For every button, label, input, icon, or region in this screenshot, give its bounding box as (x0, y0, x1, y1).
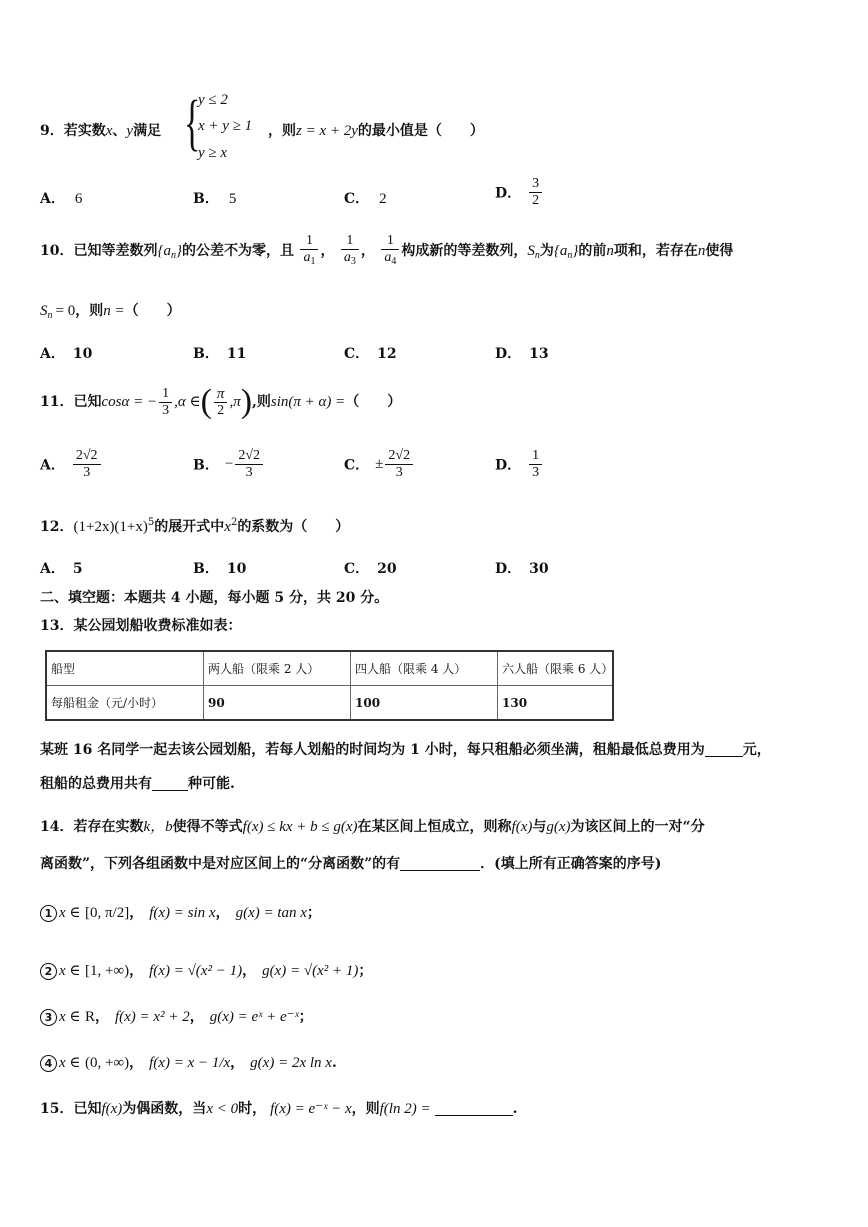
q9-constraint-2: x + y ≥ 1 (198, 118, 253, 134)
answer-blank[interactable] (435, 1101, 513, 1116)
q15-stem: 15．已知f(x)为偶函数，当x < 0时， f(x) = e⁻ˣ − x，则f(ln 2) = . (40, 1101, 518, 1117)
q9-option-b[interactable]: B． 5 (193, 191, 237, 207)
q12-option-a[interactable]: A． 5 (40, 561, 83, 577)
q11-option-a[interactable]: A． $\frac{2√2}{3}$ (40, 448, 103, 481)
q9-number: 9．若实数 (40, 123, 106, 139)
q9-option-d[interactable]: D． $\frac{3}{2}$ (495, 176, 544, 209)
q9-brace: { (184, 89, 201, 157)
q14-item-2: 2 x ∈ [1, +∞)， f(x) = √(x² − 1)， g(x) = √(x² + 1)； (40, 960, 372, 980)
q12-stem: 12．$(1+2x)(1+x)^5$的展开式中$x^2$的系数为（ ） (40, 517, 350, 535)
q11-stem: 11．已知cosα = − $\frac{1}{3}$ ,α ∈( $\frac{\pi}{2}$ ,π),则sin(π + α) =（ ） (40, 383, 402, 420)
q9-constraint-1: y ≤ 2 (198, 92, 228, 108)
q12-option-b[interactable]: B． 10 (193, 561, 247, 577)
table-header-cell: 六人船（限乘 6 人） (498, 651, 614, 686)
q13-para1: 某班 16 名同学一起去该公园划船，若每人划船的时间均为 1 小时，每只租船必须坐满，租船最低总费用为 元， (40, 742, 771, 758)
table-row (46, 651, 613, 686)
q11-option-b[interactable]: B． − $\frac{2√2}{3}$ (193, 448, 265, 481)
q10-option-a[interactable]: A． 10 (40, 346, 93, 362)
q13-stem: 13．某公园划船收费标准如表： (40, 618, 242, 634)
q9-tail: ，则z = x + 2y的最小值是（ ） (268, 123, 484, 139)
fee-table (45, 650, 614, 721)
q11-option-d[interactable]: D． $\frac{1}{3}$ (495, 448, 544, 481)
q10-stem: 10．已知等差数列$\{a_n\}$的公差不为零，且 $\frac{1}{a_1}$ ， $\frac{1}{a_3}$ ， $\frac{1}{a_4}$ 构成新的等差数列，$S_n$为$\{a_n\}$的前n项和，若存在n使得 (40, 232, 734, 267)
table-cell: 90 (204, 686, 351, 721)
q14-item-4: 4 x ∈ (0, +∞)， f(x) = x − 1/x， g(x) = 2x ln x. (40, 1052, 337, 1072)
table-header-cell: 两人船（限乘 2 人） (204, 651, 351, 686)
table-cell: 每船租金（元/小时） (46, 686, 204, 721)
q14-item-3: 3 x ∈ R， f(x) = x² + 2， g(x) = eˣ + e⁻ˣ； (40, 1006, 313, 1026)
q10-option-d[interactable]: D． 13 (495, 346, 549, 362)
q9-constraint-3: y ≥ x (198, 145, 228, 161)
q13-para2: 租船的总费用共有 种可能. (40, 776, 235, 792)
q10-option-c[interactable]: C． 12 (344, 346, 397, 362)
table-cell: 100 (351, 686, 498, 721)
q12-option-c[interactable]: C． 20 (344, 561, 397, 577)
answer-blank[interactable] (400, 856, 480, 871)
table-header-cell: 四人船（限乘 4 人） (351, 651, 498, 686)
q10-option-b[interactable]: B． 11 (193, 346, 247, 362)
section-heading: 二、填空题：本题共 4 小题，每小题 5 分，共 20 分。 (40, 590, 389, 606)
q12-option-d[interactable]: D． 30 (495, 561, 549, 577)
q9-option-c[interactable]: C． 2 (344, 191, 387, 207)
q11-option-c[interactable]: C． ± $\frac{2√2}{3}$ (344, 448, 415, 481)
answer-blank[interactable] (152, 776, 188, 791)
table-cell: 130 (498, 686, 614, 721)
q10-line2: $S_n = 0$，则n =（ ） (40, 303, 181, 321)
table-header-cell: 船型 (46, 651, 204, 686)
q9-option-a[interactable]: A． 6 (40, 191, 83, 207)
q14-item-1: 1 x ∈ [0, π/2]， f(x) = sin x， g(x) = tan x； (40, 902, 321, 922)
q14-stem: 14．若存在实数k，b使得不等式f(x) ≤ kx + b ≤ g(x)在某区间上恒成立，则称f(x)与g(x)为该区间上的一对“分 (40, 819, 705, 835)
table-row (46, 686, 613, 721)
answer-blank[interactable] (705, 742, 743, 757)
q14-line2: 离函数”，下列各组函数中是对应区间上的“分离函数”的有 ．(填上所有正确答案的序号) (40, 856, 662, 872)
q9-stem: 9．若实数x、y满足 (40, 123, 162, 139)
